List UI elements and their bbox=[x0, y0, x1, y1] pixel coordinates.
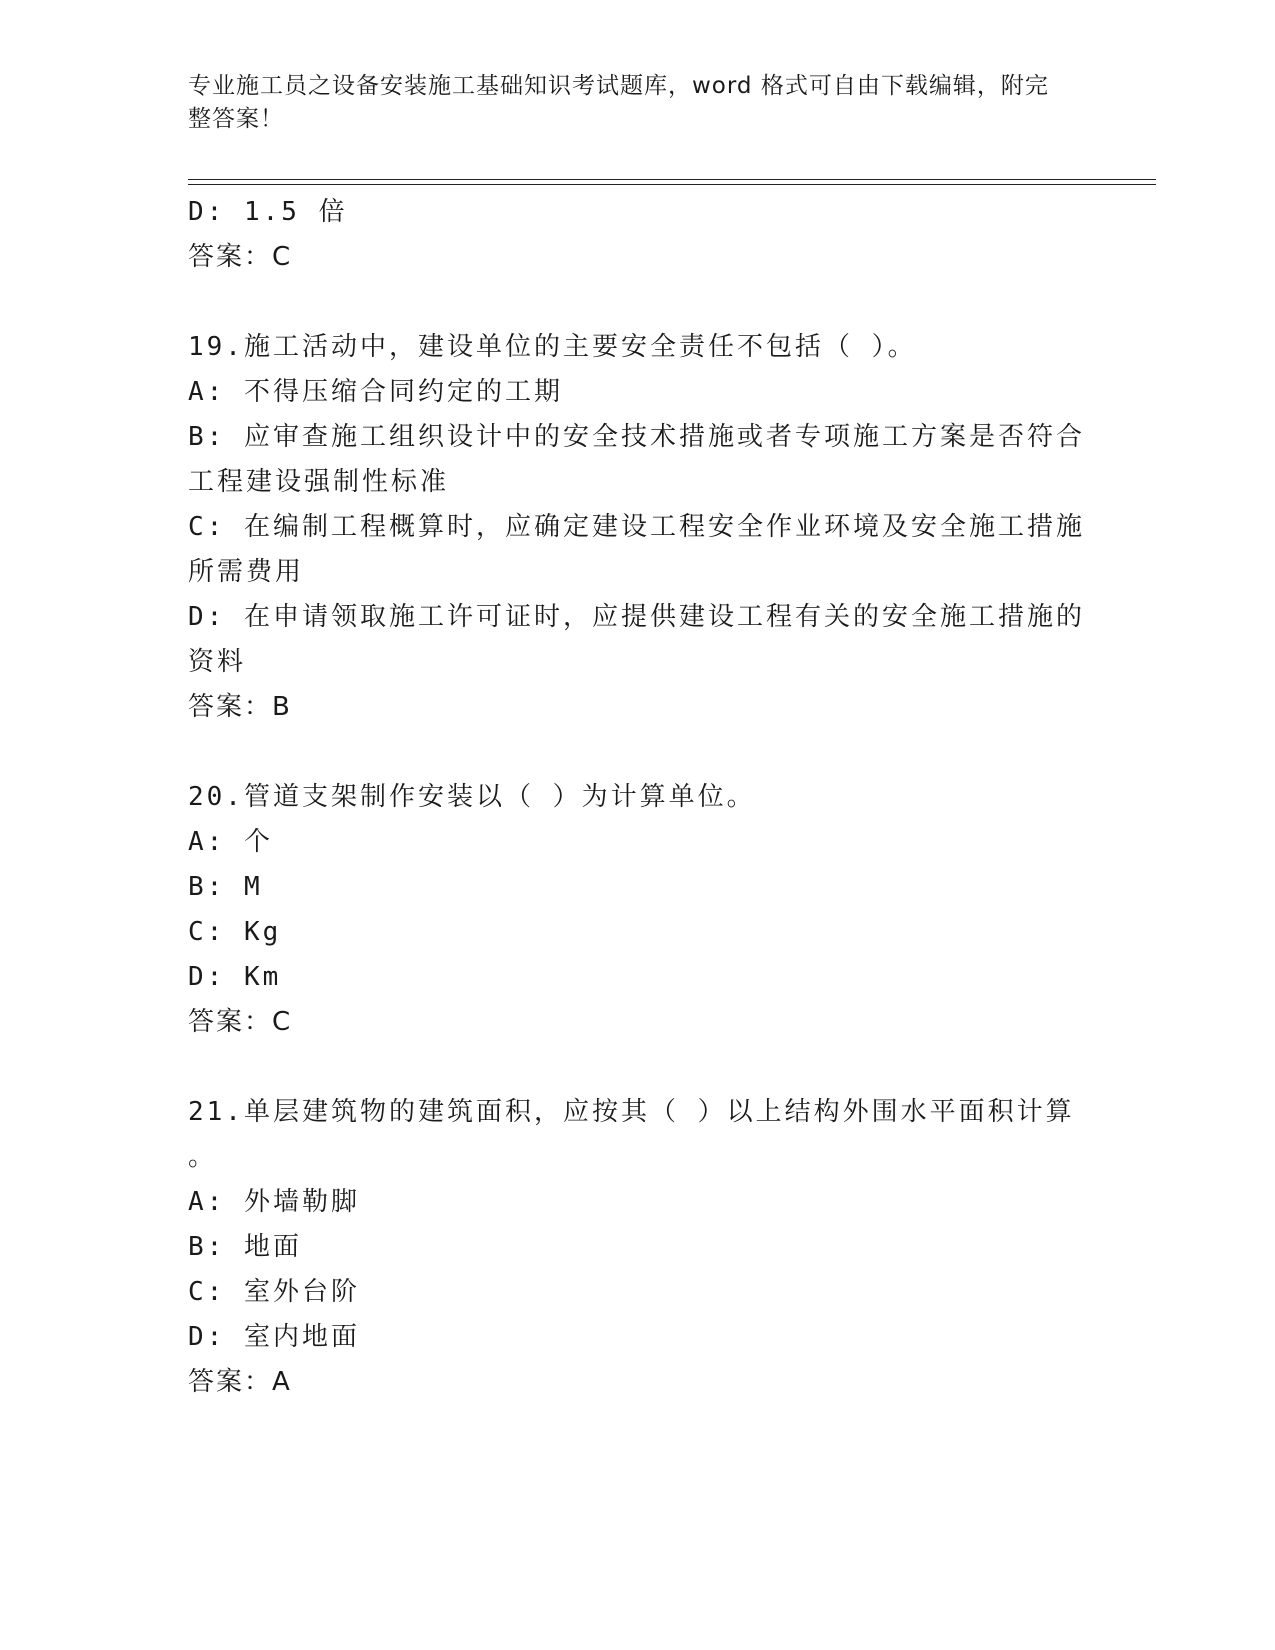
question-list bbox=[188, 190, 1088, 1405]
q19-question: 19.施工活动中，建设单位的主要安全责任不包括（ ）。 bbox=[188, 332, 917, 362]
spacer bbox=[188, 1045, 1088, 1090]
q19-option-c-line1: C: 在编制工程概算时，应确定建设工程安全作业环境及安全施工措施 bbox=[188, 512, 1085, 542]
q19-option-a: A: 不得压缩合同约定的工期 bbox=[188, 377, 563, 407]
q20-option-d: D: Km bbox=[188, 962, 282, 992]
q19-option-b-line1: B: 应审查施工组织设计中的安全技术措施或者专项施工方案是否符合 bbox=[188, 422, 1085, 452]
document-header: 专业施工员之设备安装施工基础知识考试题库，word 格式可自由下载编辑，附完整答案！ bbox=[188, 73, 1049, 132]
q20-question: 20.管道支架制作安装以（ ）为计算单位。 bbox=[188, 782, 756, 812]
q20-option-b: B: M bbox=[188, 872, 263, 902]
q20-option-c: C: Kg bbox=[188, 917, 282, 947]
q19-option-d-line2: 资料 bbox=[188, 647, 247, 677]
spacer bbox=[188, 730, 1088, 775]
q21-option-a: A: 外墙勒脚 bbox=[188, 1187, 360, 1217]
spacer bbox=[188, 280, 1088, 325]
q18-option-d: D: 1.5 倍 bbox=[188, 197, 348, 227]
q21-question-line1: 21.单层建筑物的建筑面积，应按其（ ）以上结构外围水平面积计算 bbox=[188, 1097, 1075, 1127]
q20-answer: 答案：C bbox=[188, 1007, 293, 1037]
q19-option-b-line2: 工程建设强制性标准 bbox=[188, 467, 450, 497]
q19-option-d-line1: D: 在申请领取施工许可证时，应提供建设工程有关的安全施工措施的 bbox=[188, 602, 1085, 632]
q21-answer: 答案：A bbox=[188, 1367, 292, 1397]
q21-option-c: C: 室外台阶 bbox=[188, 1277, 360, 1307]
q21-option-d: D: 室内地面 bbox=[188, 1322, 360, 1352]
q19-option-c-line2: 所需费用 bbox=[188, 557, 305, 587]
header-divider-bottom bbox=[188, 184, 1156, 185]
q18-answer: 答案：C bbox=[188, 242, 293, 272]
q20-option-a: A: 个 bbox=[188, 827, 273, 857]
q21-option-b: B: 地面 bbox=[188, 1232, 302, 1262]
q21-question-line2: 。 bbox=[188, 1142, 218, 1172]
q19-answer: 答案：B bbox=[188, 692, 292, 722]
header-divider-top bbox=[188, 179, 1156, 180]
